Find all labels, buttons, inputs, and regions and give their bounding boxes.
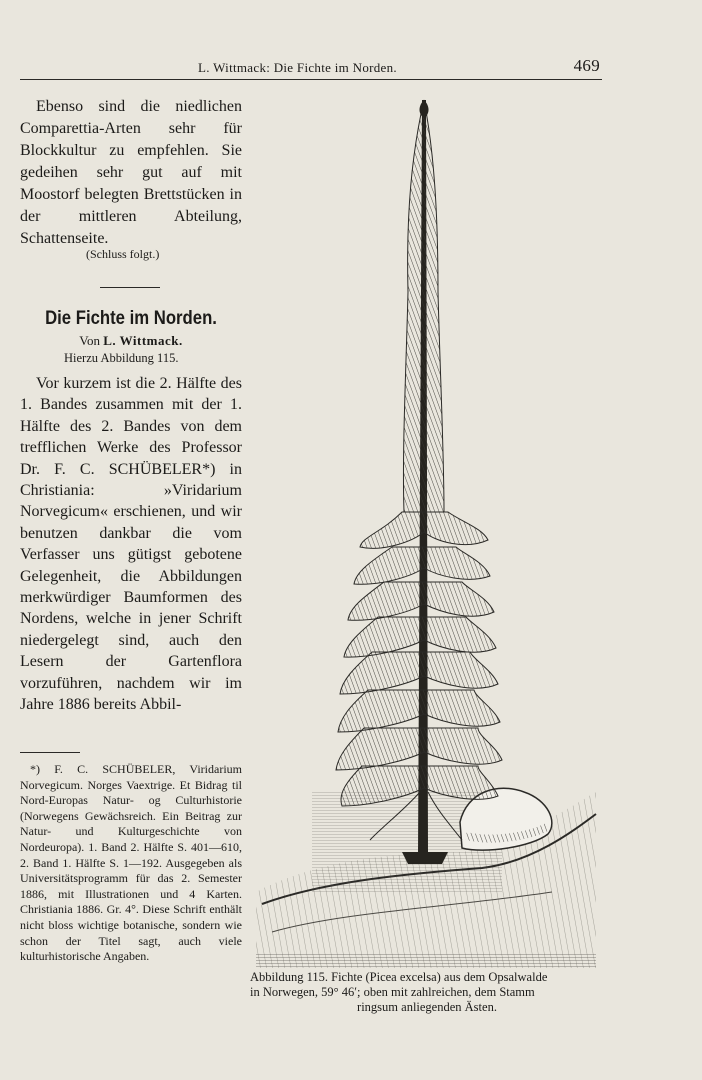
figure-reference: Hierzu Abbildung 115. bbox=[64, 351, 179, 365]
page-number: 469 bbox=[573, 56, 600, 75]
figure-caption bbox=[250, 970, 604, 1015]
byline-prefix: Von bbox=[79, 333, 100, 348]
spruce-illustration bbox=[252, 92, 600, 968]
previous-article-ending bbox=[20, 96, 242, 250]
article-title: Die Fichte im Norden. bbox=[45, 308, 217, 329]
footnote-text: *) F. C. SCHÜBELER, Viridarium Norvegicum. Norges Vaextrige. Et Bidrag til Nord-Europas Natur- og Culturhistorie (Norwegens Gewächsreich. Ein Beitrag zur Natur- und Kulturgeschichte von Nordeuropa). 1. Band 2. Hälfte S. 401—610, 2. Band 1. Hälfte S. 1—192. Ausgegeben als Universitätsprogramm für das 2. Semester 1886, mit Illustrationen und 4 Karten. Christiania 1886. Gr. 4°. Diese Schrift enthält nicht bloss wichtige botanische, sondern wie schon der Titel sagt, auch viele kulturhistorische Angaben. bbox=[20, 762, 242, 964]
caption-line-2: in Norwegen, 59° 46′; oben mit zahlreichen, dem Stamm bbox=[250, 985, 535, 999]
header-rule bbox=[20, 79, 602, 80]
article-separator bbox=[100, 287, 160, 288]
footnote-rule bbox=[20, 752, 80, 753]
byline bbox=[20, 333, 242, 349]
article-body bbox=[20, 373, 242, 716]
running-head bbox=[20, 56, 602, 80]
running-title: L. Wittmack: Die Fichte im Norden. bbox=[198, 60, 397, 75]
continuation-note: (Schluss folgt.) bbox=[86, 247, 160, 261]
previous-article-paragraph: Ebenso sind die niedlichen Comparettia-Arten sehr für Blockkultur zu empfehlen. Sie gedeihen sehr gut auf mit Moostorf belegten Brettstücken in der mittleren Abteilung, Schattenseite. bbox=[20, 98, 242, 247]
footnote bbox=[20, 762, 242, 965]
caption-line-1: Abbildung 115. Fichte (Picea excelsa) aus dem Opsalwalde bbox=[250, 970, 548, 984]
body-paragraph: Vor kurzem ist die 2. Hälfte des 1. Bandes zusammen mit der 1. Hälfte des 2. Bandes von dem trefflichen Werke des Professor Dr. F. C. SCHÜBELER*) in Christiania: »Viridarium Norvegicum« erschienen, und wir benutzen dankbar die vom Verfasser uns gütigst gebotene Gelegenheit, die Abbildungen merkwürdiger Baumformen des Nordens, welche in jener Schrift niedergelegt sind, auch den Lesern der Gartenflora vorzuführen, nachdem wir im Jahre 1886 bereits Abbil- bbox=[20, 375, 242, 714]
author-name: L. Wittmack. bbox=[103, 333, 183, 348]
caption-line-3: ringsum anliegenden Ästen. bbox=[357, 1000, 497, 1014]
